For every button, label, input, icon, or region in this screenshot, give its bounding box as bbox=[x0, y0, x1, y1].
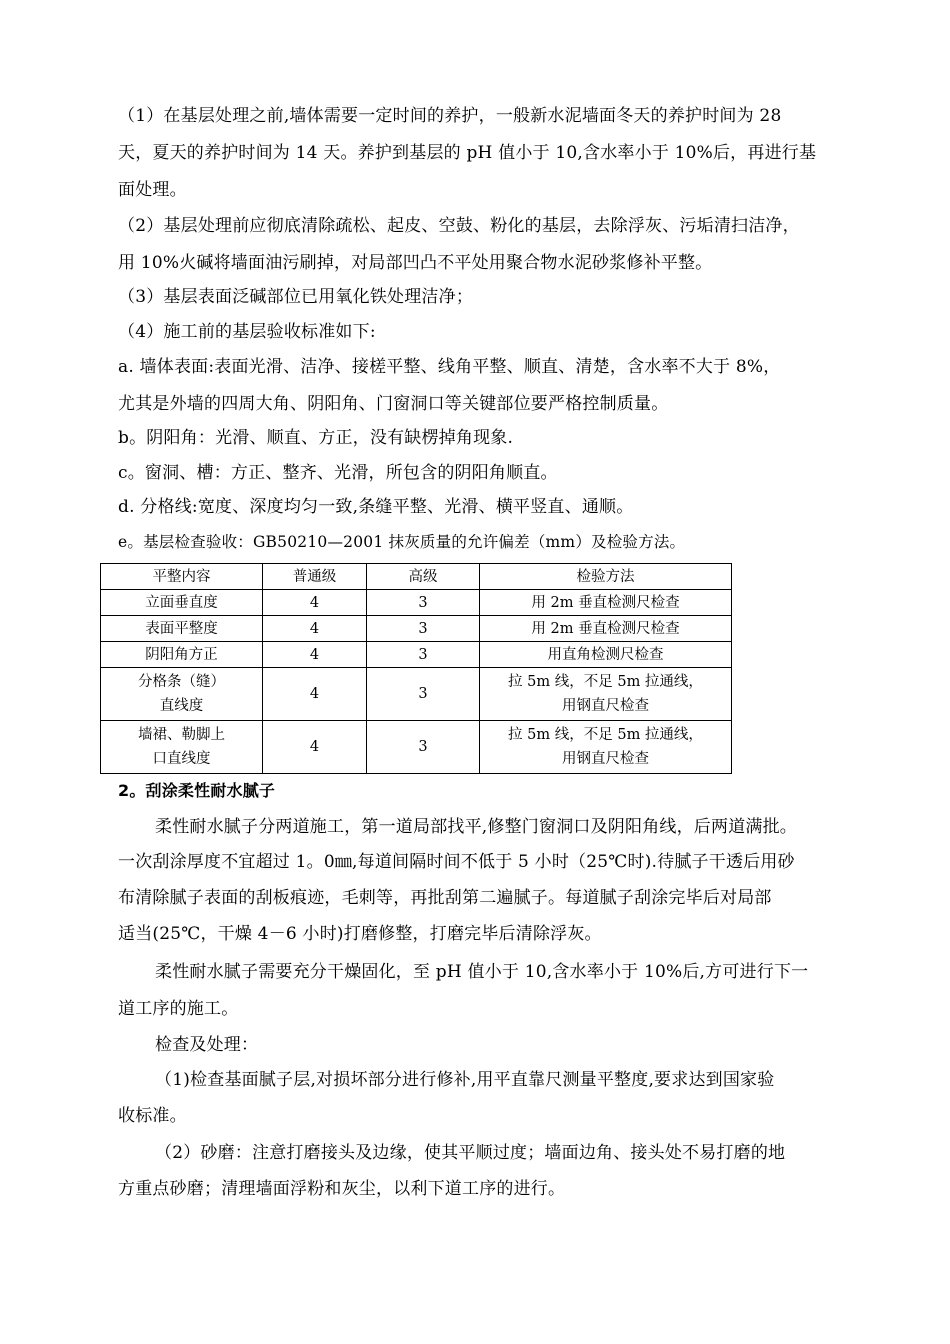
section-2-line-4: 适当(25℃，干燥 4－6 小时)打磨修整，打磨完毕后清除浮灰。 bbox=[118, 924, 602, 944]
section-2-line-5: 柔性耐水腻子需要充分干燥固化，至 pH 值小于 10,含水率小于 10%后,方可进行下一 bbox=[155, 962, 809, 982]
table-header-row bbox=[101, 564, 732, 590]
item-b: b。阴阳角：光滑、顺直、方正，没有缺楞掉角现象. bbox=[118, 428, 514, 448]
table-cell-item-line: 直线度 bbox=[159, 698, 204, 714]
table-cell-method-line: 用钢直尺检查 bbox=[562, 698, 649, 714]
table-cell-normal: 4 bbox=[263, 721, 367, 774]
table-cell-method-line: 用钢直尺检查 bbox=[562, 751, 649, 767]
item-a-line-2: 尤其是外墙的四周大角、阴阳角、门窗洞口等关键部位要严格控制质量。 bbox=[118, 394, 669, 414]
paragraph-1-line-1: （1）在基层处理之前,墙体需要一定时间的养护，一般新水泥墙面冬天的养护时间为 28 bbox=[118, 106, 782, 126]
section-2-line-2: 一次刮涂厚度不宜超过 1。0㎜,每道间隔时间不低于 5 小时（25℃时).待腻子干透后用砂 bbox=[118, 852, 795, 872]
table-cell-item-line: 口直线度 bbox=[152, 751, 211, 767]
table-cell-high: 3 bbox=[367, 590, 480, 616]
paragraph-4: （4）施工前的基层验收标准如下: bbox=[118, 322, 376, 342]
paragraph-3: （3）基层表面泛碱部位已用氧化铁处理洁净； bbox=[118, 287, 474, 307]
table-cell-normal: 4 bbox=[263, 590, 367, 616]
table-cell-method: 用直角检测尺检查 bbox=[480, 642, 732, 668]
paragraph-2-line-2: 用 10%火碱将墙面油污刷掉，对局部凹凸不平处用聚合物水泥砂浆修补平整。 bbox=[118, 253, 713, 273]
table-cell-high: 3 bbox=[367, 616, 480, 642]
table-cell-item: 表面平整度 bbox=[101, 616, 263, 642]
table-cell-item bbox=[101, 668, 263, 721]
table-cell-item: 阴阳角方正 bbox=[101, 642, 263, 668]
item-a-line-1: a. 墙体表面:表面光滑、洁净、接槎平整、线角平整、顺直、清楚，含水率不大于 8%， bbox=[118, 357, 781, 377]
table-header-cell: 普通级 bbox=[263, 564, 367, 590]
table-header-cell: 高级 bbox=[367, 564, 480, 590]
section-2-line-3: 布清除腻子表面的刮板痕迹，毛刺等，再批刮第二遍腻子。每道腻子刮涂完毕后对局部 bbox=[118, 888, 772, 908]
table-row bbox=[101, 590, 732, 616]
table-header-cell: 平整内容 bbox=[101, 564, 263, 590]
section-2-heading: 2。刮涂柔性耐水腻子 bbox=[118, 781, 276, 800]
table-cell-item bbox=[101, 721, 263, 774]
table-header-cell: 检验方法 bbox=[480, 564, 732, 590]
section-2-line-8: （1)检查基面腻子层,对损坏部分进行修补,用平直靠尺测量平整度,要求达到国家验 bbox=[155, 1070, 775, 1090]
table-cell-item-line: 分格条（缝） bbox=[138, 674, 225, 690]
item-c: c。窗洞、槽：方正、整齐、光滑，所包含的阴阳角顺直。 bbox=[118, 463, 558, 483]
paragraph-2-line-1: （2）基层处理前应彻底清除疏松、起皮、空鼓、粉化的基层，去除浮灰、污垢清扫洁净， bbox=[118, 216, 800, 236]
section-2-line-7: 检查及处理： bbox=[155, 1035, 259, 1055]
table-cell-item-line: 墙裙、勒脚上 bbox=[138, 727, 225, 743]
table-cell-method-line: 拉 5m 线，不足 5m 拉通线， bbox=[508, 727, 703, 743]
table-row bbox=[101, 616, 732, 642]
paragraph-1-line-2: 天，夏天的养护时间为 14 天。养护到基层的 pH 值小于 10,含水率小于 10%后，再进行基 bbox=[118, 143, 817, 163]
section-2-line-9: 收标准。 bbox=[118, 1106, 187, 1126]
table-cell-high: 3 bbox=[367, 642, 480, 668]
item-d: d. 分格线:宽度、深度均匀一致,条缝平整、光滑、横平竖直、通顺。 bbox=[118, 497, 634, 517]
section-2-line-10: （2）砂磨：注意打磨接头及边缘，使其平顺过度；墙面边角、接头处不易打磨的地 bbox=[155, 1143, 786, 1163]
paragraph-1-line-3: 面处理。 bbox=[118, 180, 187, 200]
table-cell-method bbox=[480, 668, 732, 721]
table-row bbox=[101, 668, 732, 721]
table-cell-high: 3 bbox=[367, 668, 480, 721]
table-cell-normal: 4 bbox=[263, 616, 367, 642]
tolerance-table bbox=[100, 563, 732, 774]
section-2-line-11: 方重点砂磨；清理墙面浮粉和灰尘，以利下道工序的进行。 bbox=[118, 1179, 566, 1199]
table-row bbox=[101, 721, 732, 774]
table-cell-item: 立面垂直度 bbox=[101, 590, 263, 616]
table-cell-normal: 4 bbox=[263, 668, 367, 721]
table-cell-high: 3 bbox=[367, 721, 480, 774]
item-e: e。基层检查验收：GB50210—2001 抹灰质量的允许偏差（mm）及检验方法。 bbox=[118, 533, 686, 551]
table-cell-method: 用 2m 垂直检测尺检查 bbox=[480, 616, 732, 642]
section-2-line-6: 道工序的施工。 bbox=[118, 999, 239, 1019]
table-cell-normal: 4 bbox=[263, 642, 367, 668]
table-cell-method bbox=[480, 721, 732, 774]
table-cell-method-line: 拉 5m 线，不足 5m 拉通线， bbox=[508, 674, 703, 690]
table-cell-method: 用 2m 垂直检测尺检查 bbox=[480, 590, 732, 616]
table-row bbox=[101, 642, 732, 668]
section-2-line-1: 柔性耐水腻子分两道施工，第一道局部找平,修整门窗洞口及阴阳角线，后两道满批。 bbox=[155, 817, 798, 837]
